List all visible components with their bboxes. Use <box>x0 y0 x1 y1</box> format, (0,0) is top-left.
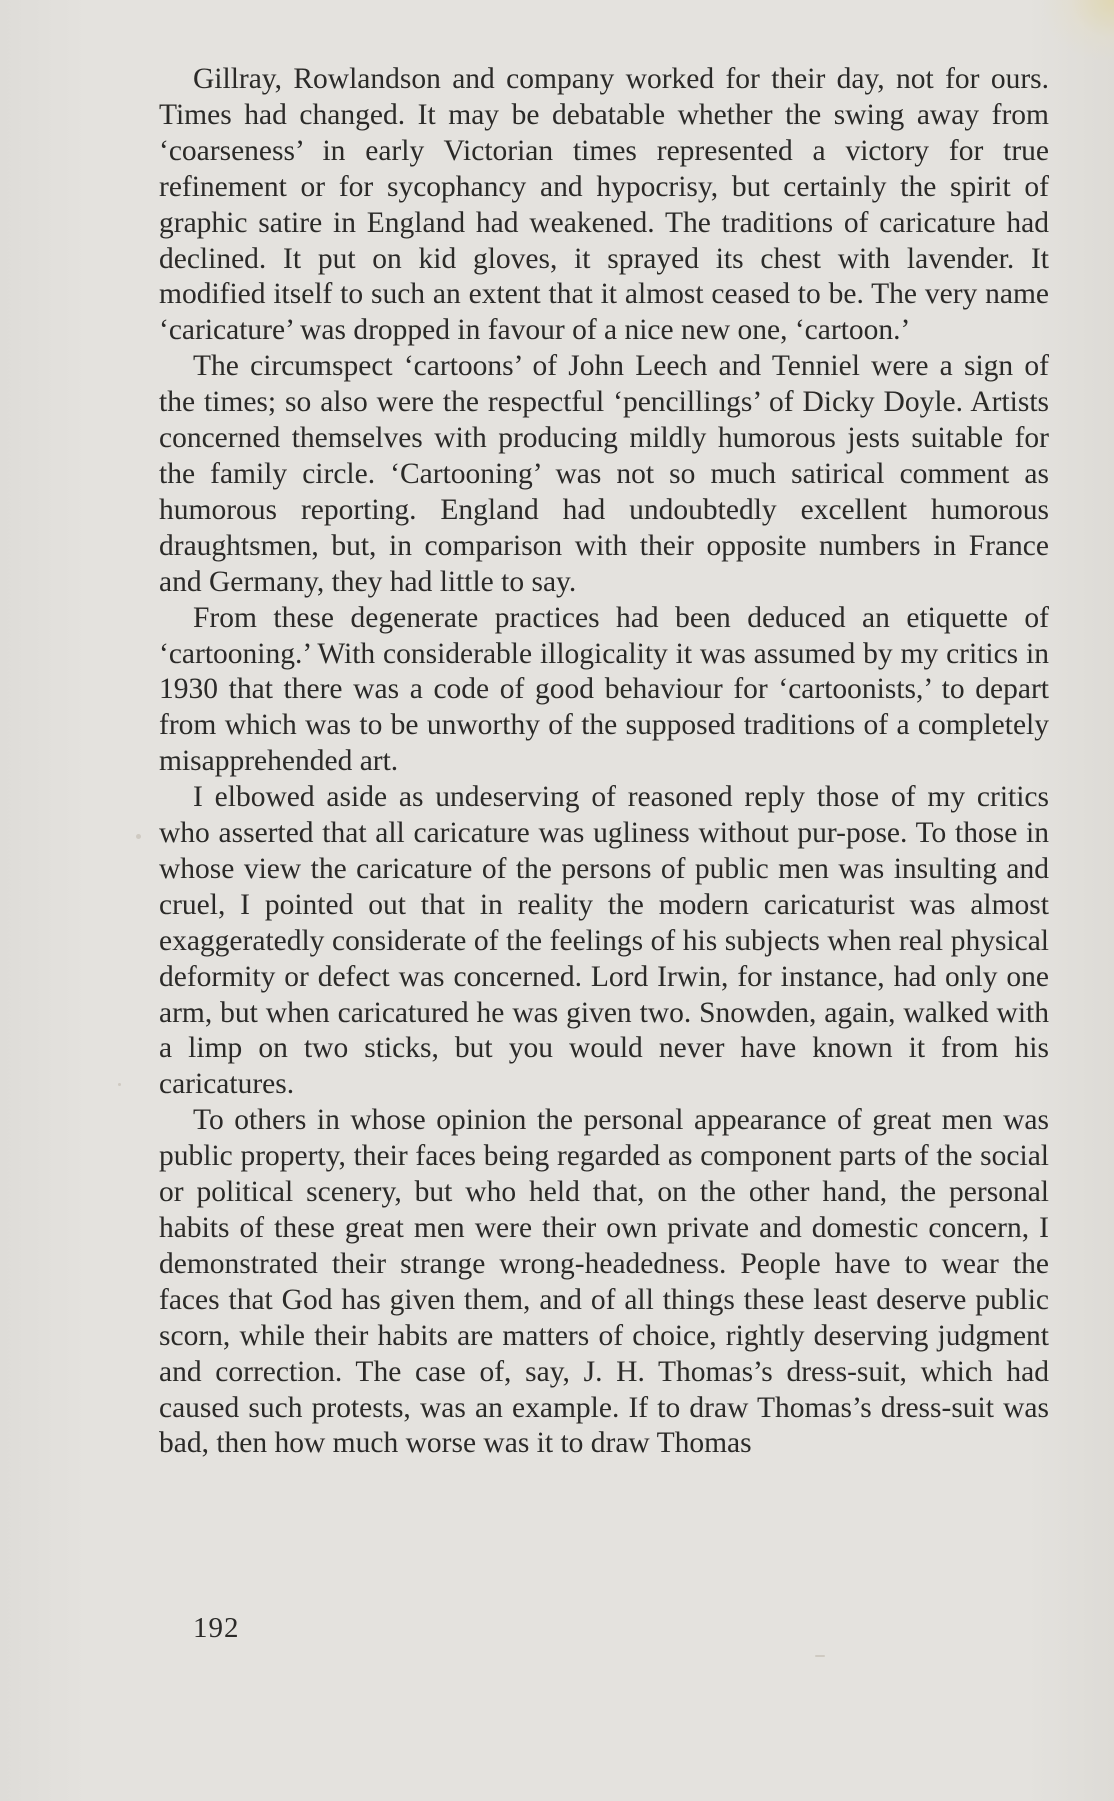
paragraph-1: Gillray, Rowlandson and company worked for their day, not for ours. Times had changed. It may be debatable whether the swing away from ‘coarseness’ in early Victorian times represented a victory for true refinement or for sycophancy and hypocrisy, but certainly the spirit of graphic satire in England had weakened. The traditions of caricature had declined. It put on kid gloves, it sprayed its chest with lavender. It modified itself to such an extent that it almost ceased to be. The very name ‘caricature’ was dropped in favour of a nice new one, ‘cartoon.’ <box>159 63 1049 347</box>
paragraph-5: To others in whose opinion the personal appearance of great men was public property, their faces being regarded as component parts of the social or political scenery, but who held that, on the other hand, the personal habits of these great men were their own private and domestic concern, I demonstrated their strange wrong-headedness. People have to wear the faces that God has given them, and of all things these least deserve public scorn, while their habits are matters of choice, rightly deserving judgment and correction. The case of, say, J. H. Thomas’s dress-suit, which had caused such protests, was an example. If to draw Thomas’s dress-suit was bad, then how much worse was it to draw Thomas <box>159 1104 1049 1460</box>
page-number: 192 <box>193 1612 240 1644</box>
paper-stain <box>1044 0 1114 60</box>
paragraph-3: From these degenerate practices had been deduced an etiquette of ‘cartooning.’ With considerable illogicality it was assumed by my critics in 1930 that there was a code of good behaviour for ‘cartoonists,’ to depart from which was to be unworthy of the supposed traditions of a completely misapprehended art. <box>159 601 1049 778</box>
paper-speck <box>815 1655 825 1657</box>
paragraph-2: The circumspect ‘cartoons’ of John Leech and Tenniel were a sign of the times; so also were the respectful ‘pencillings’ of Dicky Doyle. Artists concerned themselves with producing mildly humorous jests suitable for the family circle. ‘Cartooning’ was not so much satirical comment as humorous reporting. England had undoubtedly excellent humorous draughtsmen, but, in comparison with their opposite numbers in France and Germany, they had little to say. <box>159 350 1049 598</box>
paper-speck <box>136 834 141 839</box>
paragraph-4: I elbowed aside as undeserving of reasoned reply those of my critics who asserted that all caricature was ugliness without pur-pose. To those in whose view the caricature of the persons of public men was insulting and cruel, I pointed out that in reality the modern caricaturist was almost exaggeratedly considerate of the feelings of his subjects when real physical deformity or defect was concerned. Lord Irwin, for instance, had only one arm, but when caricatured he was given two. Snowden, again, walked with a limp on two sticks, but you would never have known it from his caricatures. <box>159 781 1049 1101</box>
body-text <box>159 62 1049 1462</box>
paper-speck <box>118 1083 121 1086</box>
